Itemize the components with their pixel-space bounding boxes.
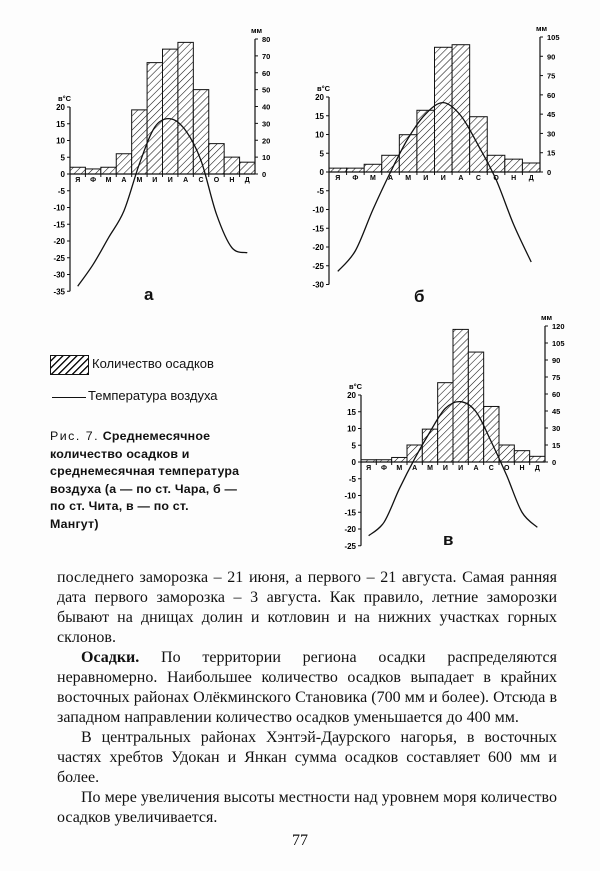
month-label: С: [198, 177, 204, 184]
precip-bar: [147, 63, 162, 174]
precip-tick-label: 60: [547, 90, 556, 100]
month-label: Ф: [381, 465, 387, 472]
temp-axis-label: в°С: [349, 382, 363, 391]
month-label: О: [493, 175, 499, 182]
legend-temp-label: Температура воздуха: [88, 388, 218, 403]
precip-tick-label: 75: [547, 71, 556, 81]
precip-tick-label: 30: [547, 129, 556, 139]
body-text: [57, 568, 557, 828]
temp-tick-label: 20: [347, 391, 356, 400]
precip-tick-label: 30: [262, 119, 271, 129]
month-label: С: [488, 465, 494, 472]
month-label: И: [440, 175, 446, 182]
month-label: А: [458, 175, 464, 182]
month-label: О: [213, 177, 220, 184]
month-label: И: [458, 465, 464, 472]
month-label: Я: [335, 175, 341, 182]
temp-tick-label: -25: [344, 541, 356, 551]
precip-bar: [85, 169, 100, 174]
paragraph: последнего заморозка – 21 июня, а первого – 21 августа. Самая ранняя дата первого заморозка – 3 августа. Как правило, летние заморозки бывают на днищах долин и котловин и на нижних участках горных склонов.: [57, 569, 557, 646]
precip-tick-label: 20: [262, 136, 271, 146]
month-label: И: [423, 175, 429, 182]
month-label: Я: [366, 465, 372, 472]
temp-axis-label: в°С: [58, 94, 72, 103]
precip-axis-label: мм: [251, 26, 263, 35]
temp-tick-label: -15: [53, 220, 65, 230]
temp-tick-label: 0: [351, 458, 356, 467]
temp-tick-label: -25: [53, 253, 65, 263]
precip-tick-label: 0: [547, 168, 552, 177]
temp-tick-label: 20: [56, 103, 65, 112]
precip-tick-label: 90: [552, 356, 561, 365]
precip-tick-label: 60: [262, 68, 271, 78]
temp-tick-label: 5: [60, 153, 65, 163]
month-label: О: [503, 465, 510, 472]
chart-b-label: б: [414, 287, 425, 306]
precip-bar: [116, 154, 131, 174]
month-label: Д: [244, 177, 250, 184]
precip-tick-label: 80: [262, 35, 271, 44]
month-label: Н: [511, 175, 517, 182]
month-label: М: [405, 175, 412, 182]
precip-axis-label: мм: [541, 313, 553, 322]
temp-tick-label: -20: [53, 237, 65, 246]
precip-tick-label: 45: [552, 407, 561, 416]
precip-bar: [417, 110, 435, 172]
paragraph: По мере увеличения высоты местности над уровнем моря количество осадков увеличивается.: [57, 789, 557, 826]
paragraph-text: По территории региона осадки распределяются неравномерно. Наибольшее количество осадков выпадает в крайних восточных районах Олёкминского Становика (700 мм и более). Отсюда в западном направлении количество осадков уменьшается до 400 мм.: [57, 649, 557, 726]
month-label: И: [442, 465, 448, 472]
temp-tick-label: 10: [347, 424, 356, 434]
precip-bar: [364, 164, 382, 172]
temp-axis-label: в°С: [317, 84, 331, 93]
legend-line-swatch: [52, 397, 86, 398]
legend-hatch-swatch: [50, 355, 89, 375]
precip-tick-label: 15: [552, 441, 561, 450]
precip-bar: [240, 162, 255, 174]
precip-tick-label: 0: [262, 170, 267, 179]
precip-bar: [453, 329, 468, 462]
month-label: С: [475, 175, 481, 182]
month-label: Н: [229, 177, 235, 184]
month-label: А: [183, 177, 189, 184]
temp-tick-label: -35: [53, 287, 65, 297]
month-label: М: [427, 465, 433, 472]
month-label: М: [370, 175, 376, 182]
precip-tick-label: 10: [262, 153, 271, 163]
month-label: И: [152, 177, 158, 184]
temp-tick-label: -25: [312, 261, 324, 271]
precip-tick-label: 90: [547, 52, 556, 62]
precip-tick-label: 75: [552, 373, 561, 382]
page-number: 77: [292, 832, 308, 849]
precip-tick-label: 60: [552, 390, 561, 399]
precip-axis-label: мм: [536, 24, 548, 33]
precip-bar: [487, 155, 505, 172]
precip-bar: [514, 451, 529, 462]
precip-bar: [468, 352, 483, 462]
paragraph: [57, 648, 557, 728]
precip-tick-label: 105: [552, 339, 565, 348]
precip-tick-label: 105: [547, 33, 560, 42]
month-label: Д: [534, 465, 540, 472]
chart-c-label: в: [443, 530, 454, 549]
precip-tick-label: 30: [552, 424, 561, 433]
precip-tick-label: 40: [262, 102, 271, 112]
month-label: М: [136, 177, 143, 184]
precip-bar: [224, 157, 239, 174]
month-label: Ф: [352, 175, 359, 182]
month-label: Н: [519, 465, 525, 472]
precip-tick-label: 15: [547, 148, 556, 158]
temp-tick-label: 10: [315, 130, 324, 140]
precip-bar: [505, 159, 523, 172]
temp-tick-label: 5: [351, 441, 356, 451]
month-label: Ф: [90, 177, 97, 184]
month-label: А: [473, 465, 479, 472]
temp-tick-label: 5: [319, 149, 324, 159]
temp-tick-label: -30: [53, 270, 65, 280]
temp-tick-label: -30: [312, 280, 324, 290]
month-label: М: [396, 465, 403, 472]
precip-bar: [382, 155, 400, 172]
temp-tick-label: -5: [348, 474, 356, 484]
section-heading: Осадки.: [81, 649, 140, 666]
precip-tick-label: 120: [552, 322, 565, 331]
temp-tick-label: -15: [312, 224, 324, 234]
temp-tick-label: -5: [57, 186, 65, 196]
temp-tick-label: -15: [344, 508, 356, 518]
precip-bar: [470, 117, 488, 172]
month-label: А: [388, 175, 394, 182]
figure-caption: [50, 428, 240, 533]
precip-bar: [178, 42, 193, 174]
temp-tick-label: 0: [60, 170, 65, 179]
precip-tick-label: 70: [262, 51, 271, 61]
precip-bar: [530, 456, 545, 462]
temp-tick-label: 15: [315, 111, 324, 121]
temp-tick-label: -10: [344, 491, 356, 501]
caption-lead: Рис. 7.: [50, 429, 100, 443]
precip-tick-label: 45: [547, 110, 556, 120]
temp-tick-label: 15: [347, 407, 356, 417]
temp-tick-label: -20: [344, 525, 356, 534]
precip-tick-label: 50: [262, 85, 271, 95]
paragraph: В центральных районах Хэнтэй-Даурского нагорья, в восточных частях хребтов Удокан и Янкан сумма осадков составляет 600 мм и более.: [57, 729, 557, 786]
temp-tick-label: 0: [319, 168, 324, 177]
temp-tick-label: 20: [315, 93, 324, 102]
month-label: М: [105, 177, 112, 184]
month-label: Я: [75, 177, 81, 184]
month-label: И: [167, 177, 173, 184]
month-label: А: [121, 177, 127, 184]
legend-precip-label: Количество осадков: [92, 356, 214, 371]
precip-bar: [438, 383, 453, 462]
temp-tick-label: 10: [56, 136, 65, 146]
temp-tick-label: 15: [56, 119, 65, 129]
precip-bar: [435, 47, 453, 172]
chart-a-label: а: [144, 285, 154, 304]
precip-bar: [499, 445, 514, 462]
precip-bar: [209, 144, 224, 174]
precip-tick-label: 0: [552, 458, 557, 467]
month-label: А: [412, 465, 418, 472]
caption-text: Среднемесячное количество осадков и среднемесячная температура воздуха (а — по ст. Чара, б — по ст. Чита, в — по ст. Мангут): [50, 429, 240, 531]
precip-bar: [70, 167, 85, 174]
temp-tick-label: -20: [312, 243, 324, 252]
precip-bar: [399, 135, 417, 172]
precip-bar: [163, 49, 178, 174]
precip-bar: [522, 163, 540, 172]
precip-bar: [392, 457, 407, 462]
month-label: Д: [528, 175, 534, 182]
temp-tick-label: -10: [53, 203, 65, 213]
temp-tick-label: -5: [316, 186, 324, 196]
precip-bar: [101, 167, 116, 174]
temp-tick-label: -10: [312, 205, 324, 215]
precip-bar: [422, 429, 437, 462]
